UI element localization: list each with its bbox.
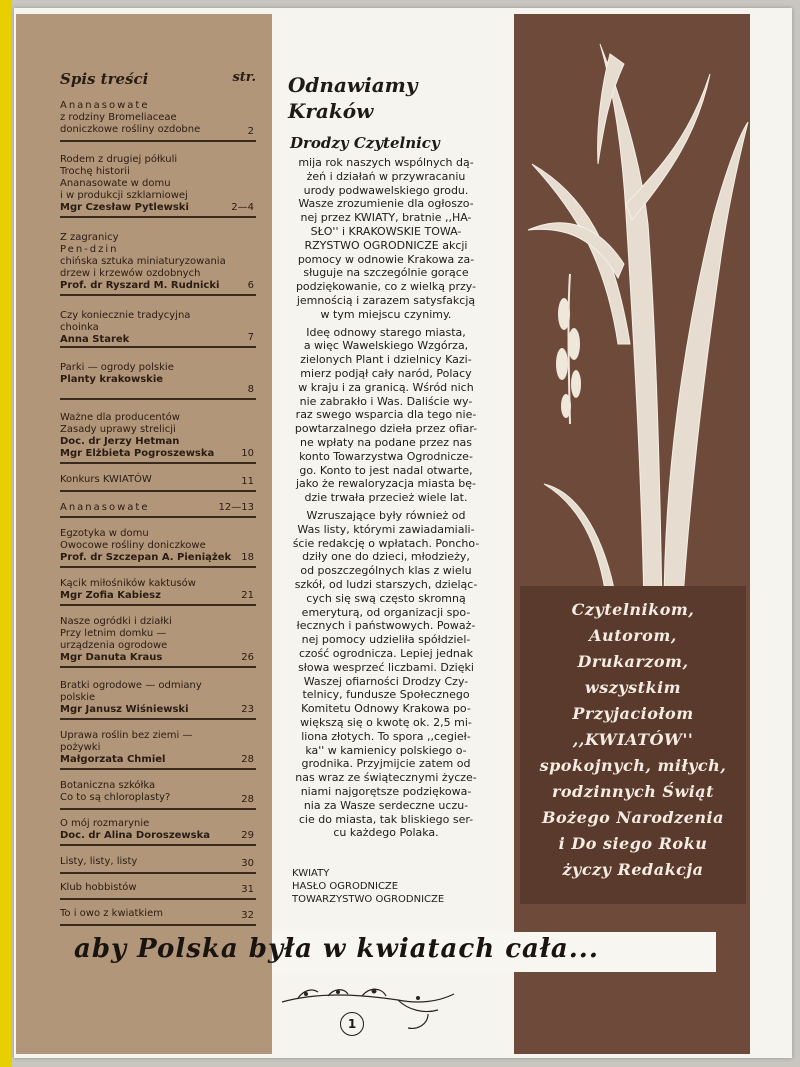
toc-author: Prof. dr Szczepan A. Pieniążek <box>60 552 232 563</box>
article-text-line: emeryturą, od organizacji spo- <box>301 605 471 619</box>
article-text-line: grodnika. Przyjmijcie zatem od <box>301 757 471 771</box>
toc-entry[interactable] <box>60 680 256 720</box>
toc-line: Uprawa roślin bez ziemi — <box>60 730 193 741</box>
article-title-line: Odnawiamy <box>288 73 418 97</box>
article-text-line: niami najgorętsze podziękowa- <box>300 785 472 798</box>
toc-line: drzew i krzewów ozdobnych <box>60 268 201 279</box>
toc-line: Ananasowate w domu <box>60 178 171 189</box>
toc-line: Ananasowate <box>60 502 150 513</box>
toc-entry[interactable] <box>60 154 256 218</box>
toc-line: Botaniczna szkółka <box>60 780 156 791</box>
article-text-line: Was listy, którymi zawiadamiali- <box>297 522 475 536</box>
greeting-line: spokojnych, miłych, <box>539 756 727 775</box>
article-text-line: RZYSTWO OGRODNICZE akcji <box>304 238 468 252</box>
article-text-line: liona złotych. To spora ,,cegieł- <box>301 729 471 743</box>
toc-line: polskie <box>60 692 96 703</box>
article-text-line: nas wraz ze świątecznymi życze- <box>295 771 477 785</box>
article-text-line: raz swego wsparcia dla tego nie- <box>295 408 477 422</box>
greeting-line: Czytelnikom, <box>571 600 695 619</box>
greeting-line: Bożego Narodzenia <box>541 808 724 827</box>
toc-line: Zasady uprawy strelicji <box>60 424 176 435</box>
article-text-line: dziły one do dzieci, młodzieży, <box>302 550 470 564</box>
toc-line: Parki — ogrody polskie <box>60 362 174 373</box>
toc-author: Prof. dr Ryszard M. Rudnicki <box>60 280 220 291</box>
article-text-line: Wasze zrozumienie dla ogłoszo- <box>298 197 474 211</box>
toc-author: Mgr Janusz Wiśniewski <box>60 704 189 715</box>
toc-entry[interactable] <box>60 100 256 142</box>
toc-line: Egzotyka w domu <box>60 528 149 539</box>
article-text-line: od poszczególnych klas z wielu <box>300 564 472 578</box>
toc-author: Mgr Zofia Kabiesz <box>60 590 161 601</box>
toc-entry[interactable] <box>60 474 256 492</box>
toc-line: Klub hobbistów <box>60 882 137 893</box>
toc-author: Doc. dr Jerzy Hetman <box>60 436 180 447</box>
toc-line: choinka <box>60 322 99 333</box>
toc-author: Mgr Czesław Pytlewski <box>60 202 189 213</box>
signature-line: KWIATY <box>292 868 330 879</box>
toc-page: 10 <box>241 448 254 459</box>
toc-author: Anna Starek <box>60 334 130 345</box>
article-text-line: w kraju i za granicą. Wśród nich <box>298 380 474 394</box>
article-text-line: urody podwawelskiego grodu. <box>303 183 469 197</box>
article-text-line: mija rok naszych wspólnych dą- <box>298 156 474 169</box>
greeting-line: i Do siego Roku <box>558 834 708 853</box>
banner-slogan: aby Polska była w kwiatach cała... <box>74 934 599 964</box>
article-text-line: telnicy, fundusze Społecznego <box>302 688 470 702</box>
article-text-line: cych się swą często skromną <box>306 591 466 605</box>
toc-author: Małgorzata Chmiel <box>60 754 166 765</box>
article-text-line: sługuje na szczególnie gorące <box>303 266 469 280</box>
toc-page: 23 <box>241 704 254 715</box>
toc-line: doniczkowe rośliny ozdobne <box>60 124 201 135</box>
article-text-line: ka'' w kamienicy polskiego o- <box>305 743 467 757</box>
toc-page: 28 <box>241 754 254 765</box>
floral-ornament-icon <box>278 984 458 1034</box>
article-text-line: łecznych i państwowych. Poważ- <box>296 619 476 633</box>
toc-line: Trochę historii <box>60 166 130 177</box>
page-number: 1 <box>340 1012 364 1036</box>
toc-entry[interactable] <box>60 232 256 296</box>
article-text-line: ne wpłaty na podane przez nas <box>299 436 473 449</box>
article-title-line: Kraków <box>288 99 374 123</box>
article-text-line: Waszej ofiarności Drodzy Czy- <box>303 674 469 688</box>
article-text-line: mierz podjął cały naród, Polacy <box>300 367 472 380</box>
toc-line: Pen-dzin <box>60 244 119 255</box>
toc-line: O mój rozmarynie <box>60 818 150 829</box>
toc-entry[interactable] <box>60 818 256 846</box>
article-text-line: Komitetu Odnowy Krakowa po- <box>301 702 471 716</box>
toc-line: Listy, listy, listy <box>60 856 138 867</box>
toc-line: Co to są chloroplasty? <box>60 792 171 803</box>
toc-author: Doc. dr Alina Doroszewska <box>60 830 211 841</box>
toc-page-heading: str. <box>232 70 256 85</box>
toc-entry[interactable] <box>60 780 256 810</box>
toc-page: 29 <box>241 830 254 841</box>
signature-line: HASŁO OGRODNICZE <box>292 881 399 892</box>
toc-page: 26 <box>241 652 254 663</box>
toc-entry[interactable] <box>60 362 256 400</box>
toc-line: Bratki ogrodowe — odmiany <box>60 680 202 691</box>
toc-page: 30 <box>241 858 254 869</box>
article-text-line: szkół, od ludzi starszych, dzieląc- <box>294 578 478 591</box>
toc-line: To i owo z kwiatkiem <box>60 908 163 919</box>
toc-line: Rodem z drugiej półkuli <box>60 154 178 165</box>
article-text-line: nie zabrakło i Was. Daliście wy- <box>299 394 473 408</box>
toc-entry[interactable] <box>60 502 256 518</box>
article-text-line: cie do miasta, tak bliskiego ser- <box>298 812 474 826</box>
toc-page: 12—13 <box>218 502 254 513</box>
article-text-line: jemnością i zarazem satysfakcją <box>296 294 476 307</box>
toc-page: 8 <box>247 384 254 395</box>
article-text-line: zielonych Plant i dzielnicy Kazi- <box>300 353 472 367</box>
article-text-line: dzie trwała przecież wiele lat. <box>304 491 468 505</box>
article-text-line: Ideę odnowy starego miasta, <box>306 325 466 339</box>
toc-title: Spis treści <box>60 70 149 88</box>
toc-entry[interactable] <box>60 908 256 926</box>
article-text-line: a więc Wawelskiego Wzgórza, <box>303 339 469 353</box>
article-text-line: nej pomocy udzieliła spółdziel- <box>301 633 471 647</box>
toc-entry[interactable] <box>60 412 256 464</box>
toc-author: Mgr Danuta Kraus <box>60 652 163 663</box>
article-text-line: konto Towarzystwa Ogrodnicze- <box>299 449 473 463</box>
article-text-line: podziękowanie, co z wielką przy- <box>295 280 477 294</box>
toc-entry[interactable] <box>60 310 256 348</box>
plant-illustration <box>514 14 750 614</box>
article-salutation: Drodzy Czytelnicy <box>290 134 440 152</box>
toc-line: Konkurs KWIATÓW <box>60 474 152 485</box>
toc-entry[interactable] <box>60 616 256 668</box>
article-text-line: nia za Wasze serdeczne uczu- <box>303 798 469 812</box>
toc-entry[interactable] <box>60 856 256 874</box>
toc-line: Przy letnim domku — <box>60 628 167 639</box>
article-title <box>288 72 417 124</box>
toc-entry[interactable] <box>60 730 256 770</box>
toc-line: Owocowe rośliny doniczkowe <box>60 540 206 551</box>
toc-line: chińska sztuka miniaturyzowania <box>60 256 226 267</box>
greeting-line: rodzinnych Świąt <box>551 782 715 801</box>
toc-line: z rodziny Bromeliaceae <box>60 112 177 123</box>
yellow-edge <box>0 0 12 1067</box>
toc-page: 11 <box>241 476 254 487</box>
toc-line: Kącik miłośników kaktusów <box>60 578 196 589</box>
greeting-line: ,,KWIATÓW'' <box>572 730 694 749</box>
article-text-line: większą się o kwotę ok. 2,5 mi- <box>300 716 472 729</box>
toc-line: Czy koniecznie tradycyjna <box>60 310 191 321</box>
article-text-line: słowa wesprzeć liczbami. Dzięki <box>298 660 474 674</box>
toc-author: Mgr Elżbieta Pogroszewska <box>60 448 215 459</box>
toc-page: 32 <box>241 910 254 921</box>
toc-page: 31 <box>241 884 254 895</box>
article-text-line: w tym miejscu czynimy. <box>320 307 452 321</box>
article-text-line: jako że rewaloryzacja miasta bę- <box>295 477 476 491</box>
toc-line: Z zagranicy <box>60 232 119 243</box>
toc-line: Ważne dla producentów <box>60 412 180 423</box>
toc-line: pożywki <box>60 742 101 753</box>
toc-heading <box>60 70 256 90</box>
toc-entry[interactable] <box>60 882 256 900</box>
toc-page: 21 <box>241 590 254 601</box>
article-text-line: SŁO'' i KRAKOWSKIE TOWA- <box>310 225 462 238</box>
article-text-line: żeń i działań w przywracaniu <box>306 169 466 183</box>
article-text-line: nej przez KWIATY, bratnie ,,HA- <box>300 211 472 225</box>
greeting-line: wszystkim <box>584 678 682 697</box>
signature-line: TOWARZYSTWO OGRODNICZE <box>292 894 445 905</box>
toc-page: 7 <box>247 332 254 343</box>
toc-line: Ananasowate <box>60 100 150 111</box>
greeting-line: życzy Redakcja <box>562 860 704 879</box>
article-text-line: pomocy w odnowie Krakowa za- <box>297 252 475 266</box>
toc-entry[interactable] <box>60 578 256 606</box>
toc-page: 6 <box>247 280 254 291</box>
toc-entry[interactable] <box>60 528 256 568</box>
article-text-line: Wzruszające były również od <box>306 509 466 522</box>
article-text-line: czość ogrodnicza. Lepiej jednak <box>298 647 474 660</box>
greeting-line: Autorom, <box>589 626 677 645</box>
toc-page: 18 <box>241 552 254 563</box>
article-text-line: go. Konto to jest nadal otwarte, <box>299 463 473 477</box>
toc-page: 28 <box>241 794 254 805</box>
article-text-line: ście redakcję o wpłatach. Poncho- <box>292 536 480 550</box>
toc-line: i w produkcji szklarniowej <box>60 190 188 201</box>
toc-line: urządzenia ogrodowe <box>60 640 168 651</box>
toc-page: 2 <box>247 126 254 137</box>
article-text-line: cu każdego Polaka. <box>333 826 439 840</box>
article-text-line: powtarzalnego dzieła przez ofiar- <box>294 422 478 436</box>
toc-line: Nasze ogródki i działki <box>60 616 172 627</box>
greeting-line: Drukarzom, <box>577 652 689 671</box>
toc-page: 2—4 <box>231 202 254 213</box>
toc-author: Planty krakowskie <box>60 374 164 385</box>
greeting-line: Przyjaciołom <box>572 704 694 723</box>
